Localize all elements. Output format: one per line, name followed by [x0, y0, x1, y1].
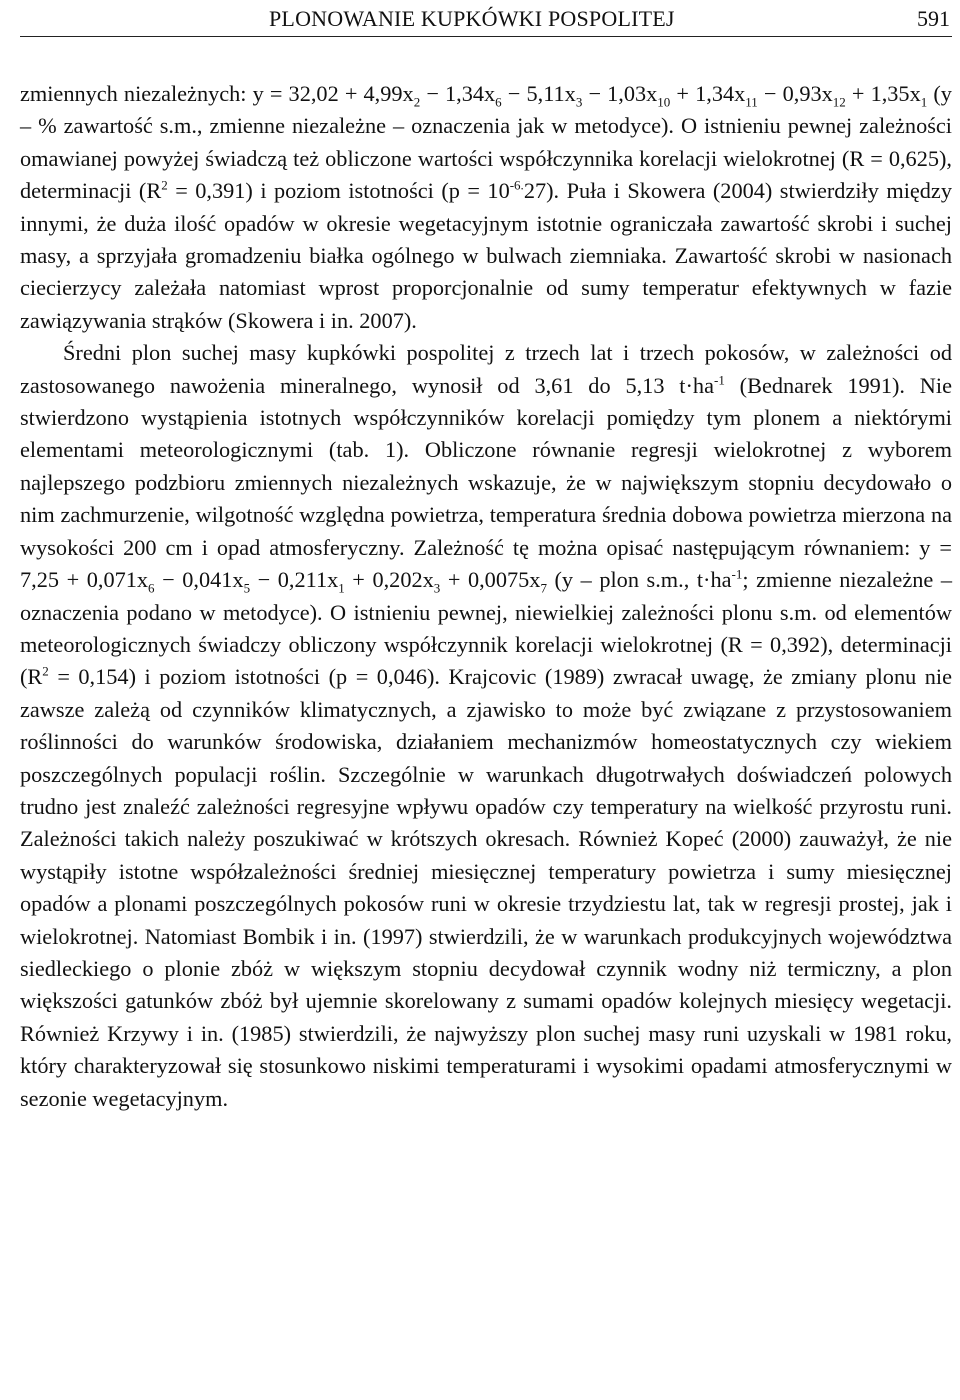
- paragraph-1: [20, 78, 952, 337]
- subscript: 1: [920, 94, 928, 110]
- text-run: − 0,211x: [250, 567, 339, 593]
- text-run: zmiennych niezależnych: y = 32,02 + 4,99x: [20, 81, 414, 106]
- text-run: Średni plon suchej masy kupkówki pospolitej z trzech lat i trzech pokosów, w zależności od zastosowanego nawożenia mineralnego, wynosił od 3,61 do 5,13 t·ha: [20, 340, 952, 398]
- page-number: 591: [917, 6, 950, 31]
- text-run: − 0,93x: [757, 81, 833, 106]
- subscript: 3: [433, 580, 441, 596]
- superscript: -1: [731, 566, 743, 582]
- body-text: [20, 78, 952, 1115]
- subscript: 11: [745, 94, 758, 110]
- text-run: (y – plon s.m., t·ha: [546, 567, 732, 593]
- text-run: − 1,03x: [582, 81, 658, 106]
- text-run: (y – % zawartość s.m., zmienne niezależne – oznaczenia jak w metodyce). O istnieniu pewnej zależności omawianej powyżej świadczą też obliczone wartości współczynnika korelacji wielokrotnej (R = 0,625), determinacji (R: [20, 81, 952, 204]
- text-run: + 1,35x: [845, 81, 921, 106]
- text-run: + 0,202x: [344, 567, 434, 593]
- text-run: (Bednarek 1991). Nie stwierdzono wystąpienia istotnych współczynników korelacji pomiędzy tym plonem a niektórymi elementami meteorologicznymi (tab. 1). Obliczone równanie regresji wielokrotnej z wyborem najlepszego podzbioru zmiennych niezależnych wskazuje, że w największym stopniu decydowało o nim zachmurzenie, wilgotność względna powietrza, temperatura średnia dobowa powietrza mierzona na wysokości 200 cm i opad atmosferyczny. Zależność tę można opisać następującym równaniem: y = 7,25 + 0,071x: [20, 372, 952, 593]
- text-run: − 5,11x: [501, 81, 576, 106]
- subscript: 7: [540, 580, 547, 596]
- subscript: 5: [243, 580, 251, 596]
- text-run: + 1,34x: [670, 81, 746, 106]
- text-run: = 0,154) i poziom istotności (p = 0,046). Krajcovic (1989) zwracał uwagę, że zmiany plonu nie zawsze zależą od czynników klimatycznych, a zjawisko to może być związane z przystosowaniem roślinności do warunków środowiska, działaniem mechanizmów homeostatycznych czy wiekiem poszczególnych populacji roślin. Szczególnie w warunkach długotrwałych doświadczeń polowych trudno jest znaleźć zależności regresyjne wpływu opadów czy temperatury na wielkość przyrostu runi. Zależności takich należy poszukiwać w krótszych okresach. Również Kopeć (2000) zauważył, że nie wystąpiły istotne współzależności średniej miesięcznej temperatury powietrza i sumy miesięcznej opadów a plonami poszczególnych pokosów runi w okresie trzydziestu lat, tak w regresji prostej, jak i wielokrotnej. Natomiast Bombik i in. (1997) stwierdzili, że w warunkach produkcyjnych województwa siedleckiego o plonie zbóż w większym stopniu decydował czynnik wodny niż termiczny, a plon większości gatunków zbóż był ujemnie skorelowany z sumami opadów kolejnych miesięcy wegetacji. Również Krzywy i in. (1985) stwierdzili, że najwyższy plon suchej masy runi uzyskali w 1981 roku, który charakteryzował się stosunkowo niskimi temperaturami i wysokimi opadami atmosferycznymi w sezonie wegetacyjnym.: [20, 664, 952, 1111]
- subscript: 2: [413, 94, 421, 110]
- text-run: − 1,34x: [420, 81, 496, 106]
- superscript: 2: [42, 663, 49, 679]
- subscript: 3: [575, 94, 583, 110]
- text-run: + 0,0075x: [440, 567, 541, 593]
- text-run: 27). Puła i Skowera (2004) stwierdziły między innymi, że duża ilość opadów w okresie wegetacyjnym istotnie ograniczała zawartość skrobi i suchej masy, a sprzyjała gromadzeniu białka ogólnego w bulwach ziemniaka. Zawartość skrobi w nasionach ciecierzycy zależała natomiast wprost proporcjonalnie od sumy temperatur efektywnych w fazie zawiązywania strąków (Skowera i in. 2007).: [20, 178, 952, 333]
- subscript: 6: [495, 94, 502, 110]
- superscript: 2: [161, 177, 168, 193]
- running-header: [20, 6, 952, 37]
- text-run: = 0,391) i poziom istotności (p = 10: [167, 178, 510, 204]
- superscript: -6.: [509, 177, 524, 193]
- paragraph-2: [20, 337, 952, 1115]
- running-title: PLONOWANIE KUPKÓWKI POSPOLITEJ: [269, 6, 675, 31]
- subscript: 1: [338, 580, 345, 596]
- subscript: 6: [148, 580, 155, 596]
- subscript: 10: [657, 94, 671, 110]
- superscript: -1: [713, 372, 725, 388]
- text-run: ; zmienne niezależne – oznaczenia podano w metodyce). O istnieniu pewnej, niewielkiej zależności plonu s.m. od elementów meteorologicznych świadczy obliczony współczynnik korelacji wielokrotnej (R = 0,392), determinacji (R: [20, 567, 952, 690]
- text-run: − 0,041x: [154, 567, 244, 593]
- subscript: 12: [832, 94, 846, 110]
